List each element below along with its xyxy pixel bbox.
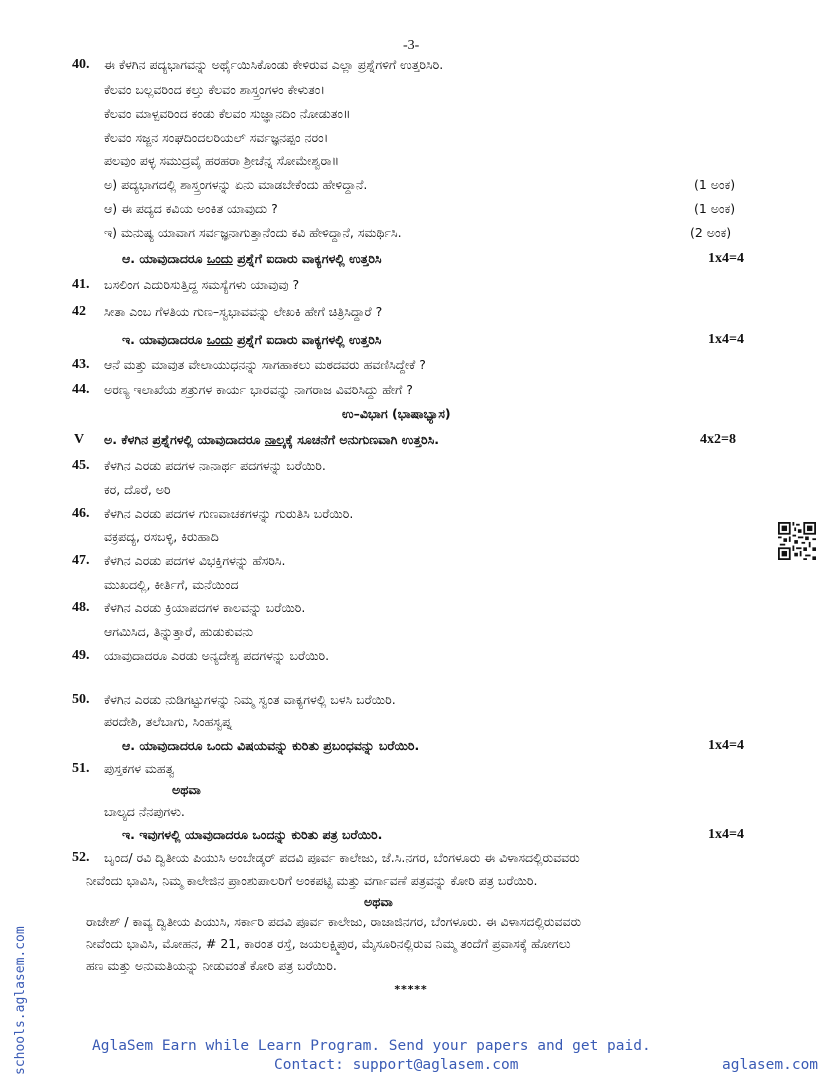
question-number: 41. [72, 277, 90, 292]
marks: 1x4=4 [708, 251, 744, 266]
or-label: ಅಥವಾ [364, 894, 393, 909]
question-text: ಕೆಳಗಿನ ಎರಡು ಪದಗಳ ಗುಣವಾಚಕಗಳನ್ನು ಗುರುತಿಸಿ ಬರೆಯಿರಿ. [104, 506, 354, 521]
question-text: ಆನೆ ಮತ್ತು ಮಾವುತ ವೇಲಾಯುಧನನ್ನು ಸಾಗಹಾಕಲು ಮಠದವರು ಹವಣಿಸಿದ್ದೇಕೆ ? [104, 357, 426, 372]
question-text: ಬೃಂದ/ ರವಿ ದ್ವಿತೀಯ ಪಿಯುಸಿ ಅಂಬೇಡ್ಕರ್ ಪದವಿ ಪೂರ್ವ ಕಾಲೇಜು, ಜೆ.ಸಿ.ನಗರ, ಬೆಂಗಳೂರು ಈ ವಿಳಾಸದಲ್ಲಿರುವವರು [104, 850, 580, 865]
poem-line: ಪಲವುಂ ಪಳ್ಳ ಸಮುದ್ರವೈ ಹರಹರಾ ಶ್ರೀಚೆನ್ನ ಸೋಮೇಶ್ವರಾ॥ [104, 153, 340, 168]
qr-code-icon [778, 522, 816, 560]
sub-question: ಇ) ಮನುಷ್ಯ ಯಾವಾಗ ಸರ್ವಜ್ಞನಾಗುತ್ತಾನೆಂದು ಕವಿ ಹೇಳಿದ್ದಾನೆ, ಸಮರ್ಥಿಸಿ. [104, 225, 402, 240]
side-watermark: schools.aglasem.com [13, 926, 28, 1075]
question-number: 45. [72, 458, 90, 473]
sub-question: ಅ) ಪದ್ಯಭಾಗದಲ್ಲಿ ಶಾಸ್ತ್ರಂಗಳನ್ನು ಏನು ಮಾಡಬೇಕೆಂದು ಹೇಳಿದ್ದಾನೆ. [104, 177, 368, 192]
section-instruction: ಆ. ಯಾವುದಾದರೂ ಒಂದು ವಿಷಯವನ್ನು ಕುರಿತು ಪ್ರಬಂಧವನ್ನು ಬರೆಯಿರಿ. [122, 738, 420, 753]
word-list: ಪರದೇಶಿ, ತಲೆಬಾಗು, ಸಿಂಹಸ್ವಪ್ನ [104, 714, 232, 729]
question-text: ಬಸಲಿಂಗ ಎದುರಿಸುತ್ತಿದ್ದ ಸಮಸ್ಯೆಗಳು ಯಾವುವು ? [104, 277, 300, 292]
question-text: ಕೆಳಗಿನ ಎರಡು ಪದಗಳ ವಿಭಕ್ತಿಗಳನ್ನು ಹೆಸರಿಸಿ. [104, 553, 286, 568]
question-text: ಕೆಳಗಿನ ಎರಡು ಪದಗಳ ನಾನಾರ್ಥ ಪದಗಳನ್ನು ಬರೆಯಿರಿ. [104, 458, 326, 473]
question-number: 40. [72, 57, 90, 72]
question-number: 48. [72, 600, 90, 615]
footer-contact[interactable]: Contact: support@aglasem.com [274, 1057, 519, 1073]
marks: 4x2=8 [700, 432, 736, 447]
question-text: ಕೆಳಗಿನ ಎರಡು ಕ್ರಿಯಾಪದಗಳ ಕಾಲವನ್ನು ಬರೆಯಿರಿ. [104, 600, 306, 615]
question-number: 47. [72, 553, 90, 568]
marks: 1x4=4 [708, 827, 744, 842]
poem-line: ಕೆಲವಂ ಬಲ್ಲವರಿಂದ ಕಲ್ತು ಕೆಲವಂ ಶಾಸ್ತ್ರಂಗಳಂ ಕೇಳುತಂ। [104, 82, 326, 97]
question-number: 42 [72, 304, 86, 319]
marks: (1 ಅಂಕ) [694, 201, 736, 216]
question-text: ಕೆಳಗಿನ ಎರಡು ನುಡಿಗಟ್ಟುಗಳನ್ನು ನಿಮ್ಮ ಸ್ವಂತ ವಾಕ್ಯಗಳಲ್ಲಿ ಬಳಸಿ ಬರೆಯಿರಿ. [104, 692, 396, 707]
question-number: 49. [72, 648, 90, 663]
question-text: ಸೀತಾ ಎಂಬ ಗೆಳತಿಯ ಗುಣ–ಸ್ವಭಾವವನ್ನು ಲೇಖಕಿ ಹೇಗೆ ಚಿತ್ರಿಸಿದ್ದಾರೆ ? [104, 304, 383, 319]
question-number: 51. [72, 761, 90, 776]
word-list: ವಕ್ರಪದ್ಯ, ರಸಬಳ್ಳಿ, ಕಿರುಹಾದಿ [104, 529, 219, 544]
footer-banner: AglaSem Earn while Learn Program. Send your papers and get paid. [92, 1038, 651, 1054]
question-text: ಪುಸ್ತಕಗಳ ಮಹತ್ವ [104, 761, 175, 776]
poem-line: ಕೆಲವಂ ಸಜ್ಜನ ಸಂಘದಿಂದಲರಿಯಲ್ ಸರ್ವಜ್ಞನಪ್ಪಂ ನರಂ। [104, 130, 329, 145]
footer-brand[interactable]: aglasem.com [722, 1057, 819, 1073]
marks: 1x4=4 [708, 332, 744, 347]
or-label: ಅಥವಾ [172, 782, 201, 797]
word-list: ಮುಖದಲ್ಲಿ, ಕೀರ್ತಿಗೆ, ಮನೆಯಿಂದ [104, 577, 239, 592]
marks: (2 ಅಂಕ) [690, 225, 732, 240]
question-number: 52. [72, 850, 90, 865]
section-heading: ಉ–ವಿಭಾಗ (ಭಾಷಾಭ್ಯಾಸ) [342, 406, 451, 421]
question-number: 44. [72, 382, 90, 397]
section-number: V [74, 432, 85, 447]
end-mark: ***** [394, 983, 428, 996]
question-number: 46. [72, 506, 90, 521]
marks: (1 ಅಂಕ) [694, 177, 736, 192]
question-number: 50. [72, 692, 90, 707]
poem-line: ಕೆಲವಂ ಮಾಳ್ಪವರಿಂದ ಕಂಡು ಕೆಲವಂ ಸುಜ್ಞಾನದಿಂ ನೋಡುತಂ॥ [104, 106, 351, 121]
question-text: ಈ ಕೆಳಗಿನ ಪದ್ಯಭಾಗವನ್ನು ಅರ್ಥೈಯಿಸಿಕೊಂಡು ಕೇಳಿರುವ ಎಲ್ಲಾ ಪ್ರಶ್ನೆಗಳಿಗೆ ಉತ್ತರಿಸಿರಿ. [104, 57, 444, 72]
marks: 1x4=4 [708, 738, 744, 753]
question-text: ಬಾಲ್ಯದ ನೆನಪುಗಳು. [104, 804, 185, 819]
question-text: ಅರಣ್ಯ ಇಲಾಖೆಯ ಶತ್ರುಗಳ ಕಾರ್ಯ ಭಾರವನ್ನು ನಾಗರಾಜ ವಿವರಿಸಿದ್ದು ಹೇಗೆ ? [104, 382, 413, 397]
question-number: 43. [72, 357, 90, 372]
question-text: ಯಾವುದಾದರೂ ಎರಡು ಅನ್ಯದೇಶ್ಯ ಪದಗಳನ್ನು ಬರೆಯಿರಿ. [104, 648, 330, 663]
section-instruction: ಅ. ಕೆಳಗಿನ ಪ್ರಶ್ನೆಗಳಲ್ಲಿ ಯಾವುದಾದರೂ ನಾಲ್ಕಕ್ಕೆ ಸೂಚನೆಗೆ ಅನುಗುಣವಾಗಿ ಉತ್ತರಿಸಿ. [104, 432, 440, 447]
section-instruction: ಆ. ಯಾವುದಾದರೂ ಒಂದು ಪ್ರಶ್ನೆಗೆ ಐದಾರು ವಾಕ್ಯಗಳಲ್ಲಿ ಉತ್ತರಿಸಿ [122, 251, 382, 266]
section-instruction: ಇ. ಯಾವುದಾದರೂ ಒಂದು ಪ್ರಶ್ನೆಗೆ ಐದಾರು ವಾಕ್ಯಗಳಲ್ಲಿ ಉತ್ತರಿಸಿ [122, 332, 382, 347]
question-text: ಹಣ ಮತ್ತು ಅನುಮತಿಯನ್ನು ನೀಡುವಂತೆ ಕೋರಿ ಪತ್ರ ಬರೆಯಿರಿ. [86, 958, 337, 973]
page-number: -3- [403, 38, 420, 53]
question-text: ನೀವೆಂದು ಭಾವಿಸಿ, ನಿಮ್ಮ ಕಾಲೇಜಿನ ಪ್ರಾಂಶುಪಾಲರಿಗೆ ಅಂಕಪಟ್ಟಿ ಮತ್ತು ವರ್ಗಾವಣೆ ಪತ್ರವನ್ನು ಕೋರಿ ಪತ್ರ ಬರೆಯಿರಿ. [86, 873, 538, 888]
question-text: ನೀವೆಂದು ಭಾವಿಸಿ, ಮೋಹನ, # 21, ಕಾರಂತ ರಸ್ತೆ, ಜಯಲಕ್ಷ್ಮಿಪುರ, ಮೈಸೂರಿನಲ್ಲಿರುವ ನಿಮ್ಮ ತಂದೆಗೆ ಪ್ರವಾಸಕ್ಕೆ ಹೋಗಲು [86, 936, 571, 951]
sub-question: ಆ) ಈ ಪದ್ಯದ ಕವಿಯ ಅಂಕಿತ ಯಾವುದು ? [104, 201, 278, 216]
word-list: ಆಗಮಿಸಿದ, ತಿನ್ನುತ್ತಾರೆ, ಹುಡುಕುವನು [104, 624, 254, 639]
section-instruction: ಇ. ಇವುಗಳಲ್ಲಿ ಯಾವುದಾದರೂ ಒಂದನ್ನು ಕುರಿತು ಪತ್ರ ಬರೆಯಿರಿ. [122, 827, 383, 842]
question-text: ರಾಜೇಶ್ / ಕಾವ್ಯ ದ್ವಿತೀಯ ಪಿಯುಸಿ, ಸರ್ಕಾರಿ ಪದವಿ ಪೂರ್ವ ಕಾಲೇಜು, ರಾಜಾಜಿನಗರ, ಬೆಂಗಳೂರು. ಈ ವಿಳಾಸದಲ್ಲಿರುವವರು [86, 914, 582, 929]
word-list: ಕರ, ದೊರೆ, ಅರಿ [104, 482, 171, 497]
